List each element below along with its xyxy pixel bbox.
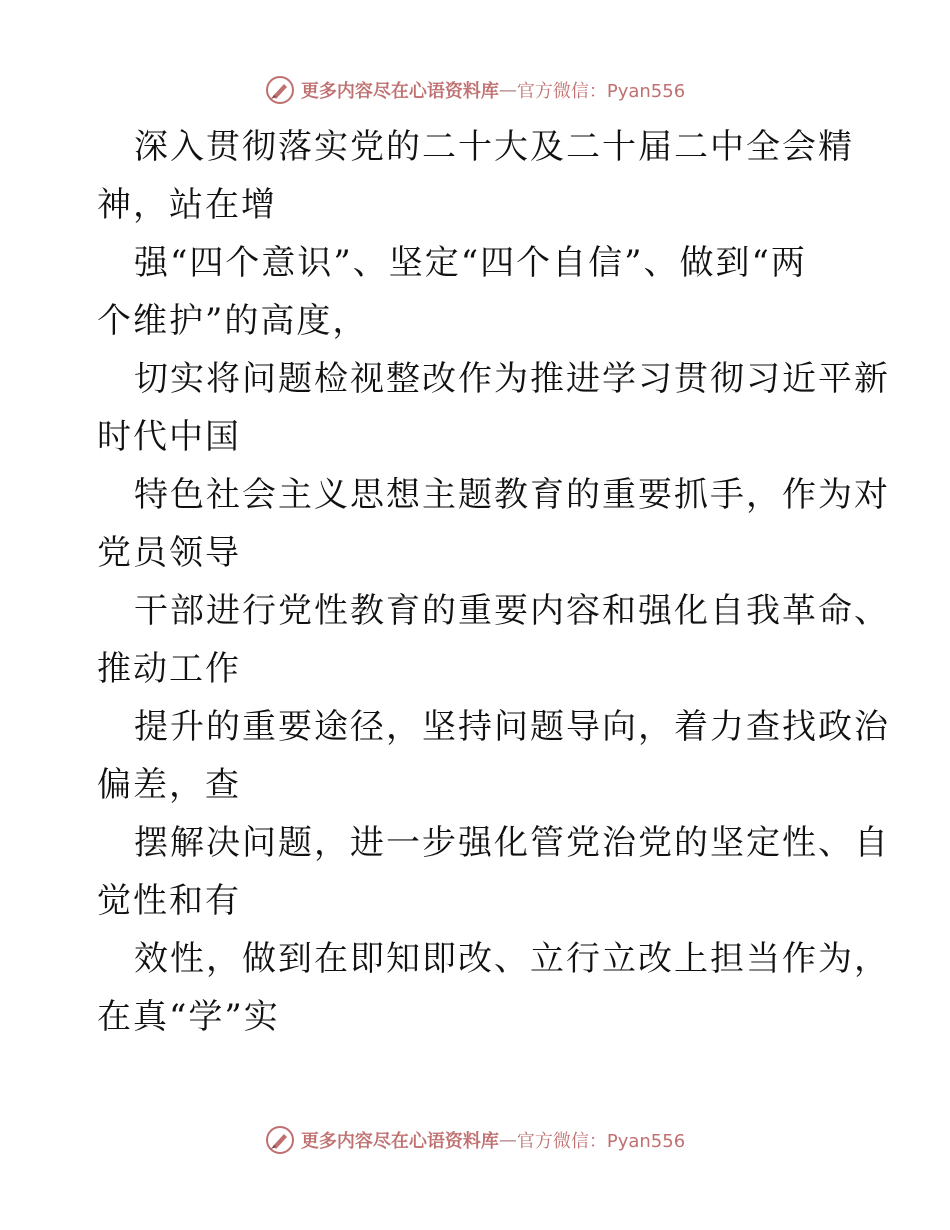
body-line: 个维护”的高度， (97, 301, 369, 341)
body-line: 推动工作 (97, 649, 241, 689)
watermark-separator: — (498, 79, 517, 101)
header-watermark (0, 70, 950, 110)
pen-logo-icon (265, 1125, 295, 1155)
watermark-contact-text: 官方微信：Pyan556 (516, 1131, 686, 1152)
pen-logo-icon (265, 75, 295, 105)
watermark-separator: — (498, 1129, 517, 1151)
body-line: 觉性和有 (97, 881, 241, 921)
footer-watermark (0, 1120, 950, 1160)
body-line: 强“四个意识”、坚定“四个自信”、做到“两 (134, 243, 807, 283)
body-line: 干部进行党性教育的重要内容和强化自我革命、 (134, 591, 890, 631)
body-line: 效性，做到在即知即改、立行立改上担当作为， (134, 939, 890, 979)
body-line: 时代中国 (97, 417, 241, 457)
body-line: 在真“学”实 (97, 997, 280, 1037)
body-line: 提升的重要途径，坚持问题导向，着力查找政治 (134, 707, 890, 747)
watermark-contact-text: 官方微信：Pyan556 (516, 81, 686, 102)
body-line: 党员领导 (97, 533, 241, 573)
body-line: 神，站在增 (97, 185, 277, 225)
document-body (97, 118, 890, 1046)
body-line: 切实将问题检视整改作为推进学习贯彻习近平新 (134, 359, 890, 399)
body-line: 深入贯彻落实党的二十大及二十届二中全会精 (134, 127, 854, 167)
watermark-site-text: 更多内容尽在心语资料库 (300, 1131, 499, 1152)
body-line: 摆解决问题，进一步强化管党治党的坚定性、自 (134, 823, 890, 863)
body-line: 偏差，查 (97, 765, 241, 805)
body-line: 特色社会主义思想主题教育的重要抓手，作为对 (134, 475, 890, 515)
watermark-site-text: 更多内容尽在心语资料库 (300, 81, 499, 102)
